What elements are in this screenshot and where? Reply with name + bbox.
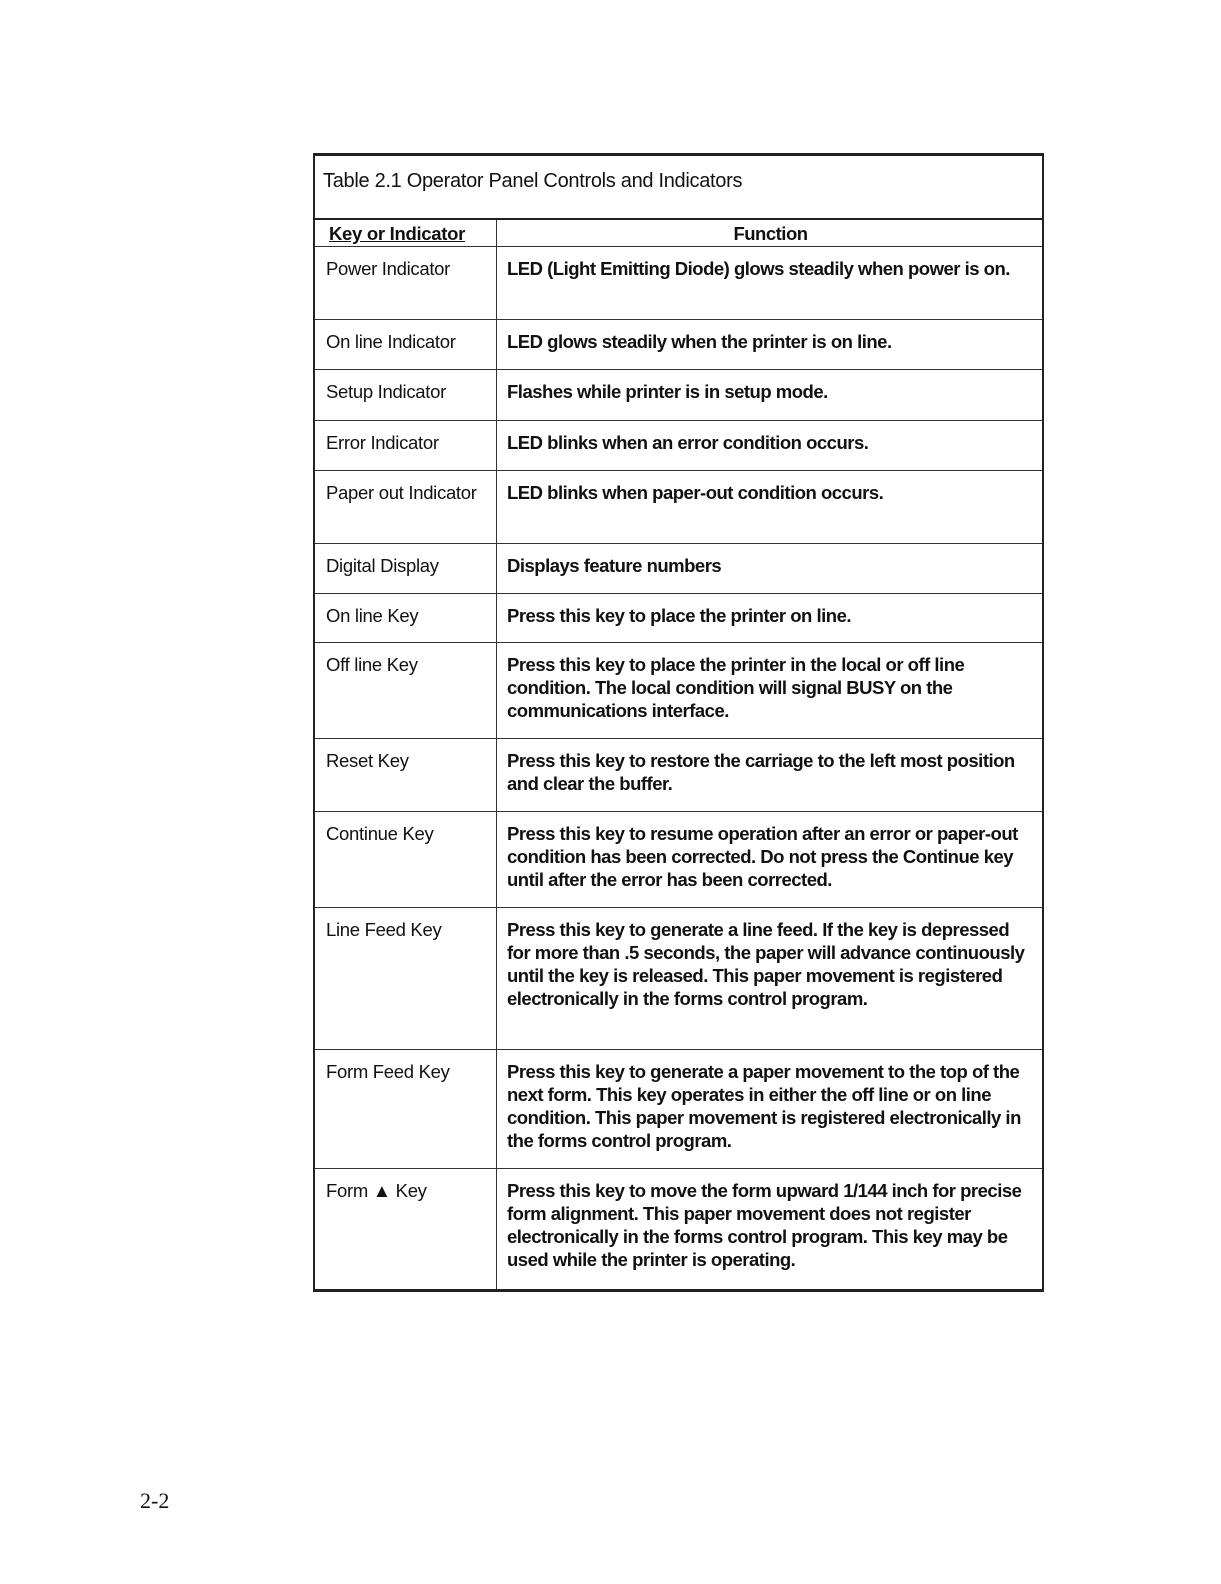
- table-caption: Table 2.1 Operator Panel Controls and Indicators: [315, 156, 1042, 220]
- function-cell: Press this key to generate a line feed. If the key is depressed for more than .5 seconds, the paper will advance continuously until the key is released. This paper movement is registered electronically in the forms control program.: [507, 919, 1025, 1009]
- function-cell: Press this key to place the printer in the local or off line condition. The local condition will signal BUSY on the communications interface.: [507, 654, 965, 721]
- key-cell: Form ▲ Key: [315, 1169, 497, 1289]
- function-cell: Press this key to move the form upward 1/144 inch for precise form alignment. This paper movement does not register electronically in the forms control program. This key may be used while the printer is operating.: [507, 1180, 1022, 1270]
- function-cell: Press this key to restore the carriage to the left most position and clear the buffer.: [507, 750, 1015, 794]
- table-header-row: [315, 220, 1042, 247]
- header-function: Function: [733, 223, 808, 244]
- function-cell: LED glows steadily when the printer is on line.: [507, 331, 892, 352]
- function-cell: LED (Light Emitting Diode) glows steadily when power is on.: [507, 258, 1010, 279]
- table-row: [315, 1050, 1042, 1169]
- function-cell: Flashes while printer is in setup mode.: [507, 381, 828, 402]
- key-cell: On line Indicator: [315, 320, 497, 369]
- table-row: [315, 544, 1042, 594]
- key-cell: Power Indicator: [315, 247, 497, 319]
- key-cell: On line Key: [315, 594, 497, 642]
- key-cell: Setup Indicator: [315, 370, 497, 420]
- key-cell: Off line Key: [315, 643, 497, 738]
- table-row: [315, 370, 1042, 421]
- operator-panel-table: [313, 153, 1044, 1292]
- function-cell: Displays feature numbers: [507, 555, 722, 576]
- key-cell: Error Indicator: [315, 421, 497, 470]
- key-cell: Digital Display: [315, 544, 497, 593]
- key-cell: Paper out Indicator: [315, 471, 497, 543]
- function-cell: LED blinks when an error condition occurs.: [507, 432, 869, 453]
- key-cell: Form Feed Key: [315, 1050, 497, 1168]
- function-cell: Press this key to generate a paper movement to the top of the next form. This key operates in either the off line or on line condition. This paper movement is registered electronically in the forms control program.: [507, 1061, 1021, 1151]
- table-row: [315, 739, 1042, 812]
- table-row: [315, 320, 1042, 370]
- table-row: [315, 1169, 1042, 1289]
- table-row: [315, 594, 1042, 643]
- key-cell: Line Feed Key: [315, 908, 497, 1049]
- table-row: [315, 247, 1042, 320]
- page-number: 2-2: [140, 1488, 170, 1513]
- table-row: [315, 812, 1042, 908]
- function-cell: LED blinks when paper-out condition occurs.: [507, 482, 884, 503]
- function-cell: Press this key to resume operation after an error or paper-out condition has been corrected. Do not press the Continue key until after the error has been corrected.: [507, 823, 1018, 890]
- table-row: [315, 908, 1042, 1050]
- function-cell: Press this key to place the printer on line.: [507, 605, 851, 626]
- header-key: Key or Indicator: [315, 220, 497, 246]
- key-cell: Continue Key: [315, 812, 497, 907]
- table-row: [315, 643, 1042, 739]
- table-row: [315, 421, 1042, 471]
- key-cell: Reset Key: [315, 739, 497, 811]
- table-row: [315, 471, 1042, 544]
